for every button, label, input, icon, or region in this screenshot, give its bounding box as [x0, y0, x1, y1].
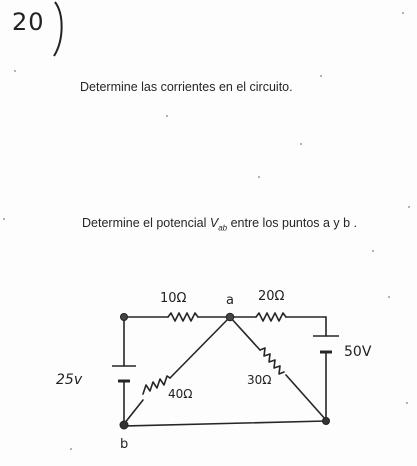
- node-a-label: a: [226, 293, 234, 308]
- scan-speck: [408, 206, 410, 208]
- resistor-20-label: 20Ω: [258, 289, 285, 304]
- resistor-20-zigzag: [256, 313, 286, 321]
- question-potential-lead: Determine el potencial: [82, 216, 210, 230]
- scan-speck: [258, 176, 260, 178]
- scan-speck: [402, 12, 404, 14]
- node-a-dot: [226, 313, 234, 321]
- scan-speck: [3, 218, 5, 220]
- battery-25-label: 25v: [56, 372, 83, 388]
- node-top-left: [121, 314, 128, 321]
- problem-number: 20: [12, 8, 45, 36]
- node-bottom-right: [323, 418, 330, 425]
- resistor-10-label: 10Ω: [160, 291, 187, 306]
- resistor-40-label: 40Ω: [168, 387, 193, 401]
- scan-speck: [372, 250, 374, 252]
- vab-symbol: $V_{ab}$: [209, 216, 228, 233]
- resistor-10-zigzag: [168, 313, 198, 321]
- scan-speck: [300, 143, 302, 145]
- resistor-40-zigzag: [143, 376, 170, 394]
- question-potential: [82, 216, 357, 233]
- battery-50-label: 50V: [344, 344, 372, 360]
- problem-number-paren: [52, 0, 68, 58]
- node-b-label: b: [120, 437, 129, 452]
- resistor-30-label: 30Ω: [247, 373, 272, 387]
- resistor-30-zigzag: [260, 348, 284, 374]
- scan-speck: [14, 70, 16, 72]
- scan-speck: [166, 115, 168, 117]
- question-currents: Determine las corrientes en el circuito.: [80, 80, 293, 94]
- question-potential-tail: entre los puntos a y b .: [227, 216, 358, 230]
- circuit-diagram: [0, 270, 417, 466]
- scan-speck: [320, 75, 322, 77]
- node-b-dot: [120, 421, 128, 429]
